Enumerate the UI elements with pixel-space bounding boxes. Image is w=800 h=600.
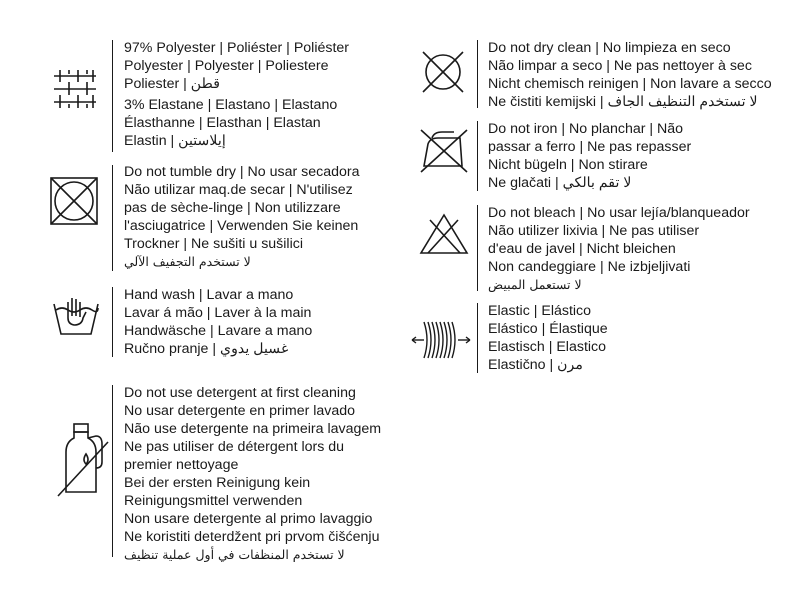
divider-line [477,40,478,108]
text-line: Poliester | قطن [124,76,221,92]
text-line: Non candeggiare | Ne izbjeljivati [488,259,691,275]
text-line: Elastic | Elástico [488,303,592,319]
text-line: Elastisch | Elastico [488,339,607,355]
divider-line [477,205,478,291]
text-line: Hand wash | Lavar a mano [124,287,294,303]
text-line: Não utilizar maq.de secar | N'utilisez [124,182,353,198]
fabric-weave-icon [52,66,98,112]
text-line: Elastično | مرن [488,357,583,373]
text-line: Elastin | إيلاستين [124,133,226,149]
text-line: Ručno pranje | غسيل يدوي [124,341,289,357]
text-line: Nicht chemisch reinigen | Non lavare a secco [488,76,772,92]
text-line: premier nettoyage [124,457,239,473]
divider-line [112,40,113,152]
divider-line [112,165,113,271]
text-line: Reinigungsmittel verwenden [124,493,303,509]
divider-line [112,287,113,357]
divider-line [477,121,478,191]
text-line: Ne glačati | لا تقم بالكي [488,175,632,191]
no-dry-clean-icon [420,49,466,95]
text-line: No usar detergente en primer lavado [124,403,356,419]
text-line: Não utilizer lixivia | Ne pas utiliser [488,223,700,239]
text-line: Do not use detergent at first cleaning [124,385,356,401]
text-line: Elástico | Élastique [488,321,608,337]
text-line: Do not bleach | No usar lejía/blanqueador [488,205,750,221]
text-line: Nicht bügeln | Non stirare [488,157,648,173]
care-text-dry-clean [488,39,772,111]
text-line: Ne pas utiliser de détergent lors du [124,439,345,455]
hand-wash-icon [52,296,100,338]
text-line: Do not tumble dry | No usar secadora [124,164,360,180]
no-tumble-dry-icon [49,176,99,226]
text-line: Lavar á mão | Laver à la main [124,305,312,321]
care-text-elastic [488,302,608,374]
text-line: Ne koristiti deterdžent pri prvom čišćenju [124,529,380,545]
text-line: Polyester | Polyester | Poliestere [124,58,329,74]
text-line: d'eau de javel | Nicht bleichen [488,241,676,257]
text-line: لا تستخدم التجفيف الآلي [124,254,251,269]
text-line: pas de sèche-linge | Non utilizzare [124,200,341,216]
text-line: Do not iron | No planchar | Não [488,121,684,137]
elastic-stretch-icon [410,318,472,362]
text-line: passar a ferro | Ne pas repasser [488,139,692,155]
text-line: Bei der ersten Reinigung kein [124,475,311,491]
care-text-polyester [124,39,349,150]
care-text-tumble-dry [124,163,360,271]
no-detergent-icon [56,422,110,498]
text-line: 97% Polyester | Poliéster | Poliéster [124,40,350,56]
text-line: Não use detergente na primeira lavagem [124,421,382,437]
no-bleach-icon [418,212,470,256]
text-line: Do not dry clean | No limpieza en seco [488,40,731,56]
divider-line [477,303,478,373]
text-line: Élasthanne | Elasthan | Elastan [124,115,321,131]
text-line: لا تستخدم المنظفات في أول عملية تنظيف [124,547,345,562]
care-text-detergent [124,384,381,564]
text-line: l'asciugatrice | Verwenden Sie keinen [124,218,359,234]
text-line: Handwäsche | Lavare a mano [124,323,313,339]
care-text-bleach [488,204,750,294]
text-line: Non usare detergente al primo lavaggio [124,511,373,527]
care-text-iron [488,120,691,192]
text-line: Não limpar a seco | Ne pas nettoyer à sec [488,58,752,74]
text-line: 3% Elastane | Elastano | Elastano [124,97,338,113]
text-line: لا تستعمل المبيض [488,277,582,292]
divider-line [112,385,113,557]
text-line: Trockner | Ne sušiti u sušilici [124,236,303,252]
text-line: Ne čistiti kemijski | لا تستخدم التنظيف الجاف [488,94,758,110]
care-text-hand-wash [124,286,312,358]
no-iron-icon [418,128,470,174]
